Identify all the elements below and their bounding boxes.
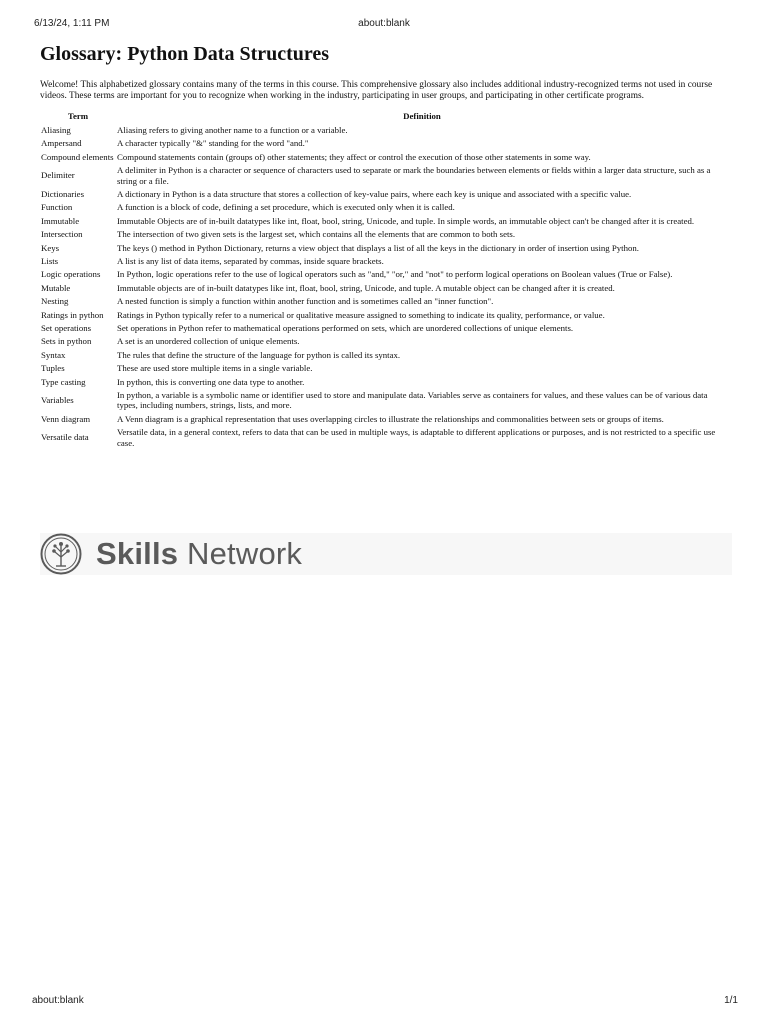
glossary-definition: In Python, logic operations refer to the use of logical operators such as "and," "or," and "not" to perform logical operations on Boolean values (True or False).	[117, 269, 673, 280]
glossary-term: Dictionaries	[41, 188, 84, 199]
glossary-definition: A set is an unordered collection of unique elements.	[117, 336, 300, 347]
glossary-term: Lists	[41, 255, 59, 266]
glossary-term: Immutable	[41, 215, 80, 226]
glossary-definition: A dictionary in Python is a data structure that stores a collection of key-value pairs, where each key is unique and associated with a specific value.	[117, 188, 632, 199]
glossary-term: Versatile data	[41, 432, 89, 443]
glossary-row	[40, 137, 728, 150]
glossary-definition: Immutable Objects are of in-built datatypes like int, float, bool, string, Unicode, and tuple. In simple words, an immutable object can't be changed after it is created.	[117, 215, 695, 226]
print-footer-url: about:blank	[32, 995, 84, 1006]
glossary-header-row	[40, 108, 728, 123]
glossary-term: Logic operations	[41, 269, 101, 280]
glossary-definition: Versatile data, in a general context, refers to data that can be used in multiple ways, is adaptable to different applications or purposes, and is not restricted to a specific use case.	[117, 427, 716, 448]
glossary-definition: In python, this is converting one data type to another.	[117, 376, 305, 387]
glossary-definition: These are used store multiple items in a single variable.	[117, 363, 313, 374]
glossary-term: Aliasing	[41, 124, 71, 135]
glossary-definition: A Venn diagram is a graphical representation that uses overlapping circles to illustrate the relationships and commonalities between sets or groups of items.	[117, 413, 664, 424]
glossary-term: Venn diagram	[41, 413, 91, 424]
term-column-header: Term	[67, 111, 89, 122]
glossary-definition: Set operations in Python refer to mathematical operations performed on sets, which are unordered collections of unique elements.	[117, 323, 574, 333]
glossary-row	[40, 426, 728, 450]
glossary-term: Syntax	[41, 349, 66, 360]
glossary-row	[40, 322, 728, 335]
glossary-row	[40, 164, 728, 188]
glossary-term: Ampersand	[41, 138, 82, 149]
glossary-term: Keys	[41, 242, 60, 253]
glossary-row	[40, 228, 728, 241]
page-title: Glossary: Python Data Structures	[40, 43, 330, 65]
glossary-row	[40, 281, 728, 294]
glossary-definition: A list is any list of data items, separated by commas, inside square brackets.	[117, 255, 384, 266]
glossary-term: Sets in python	[41, 336, 92, 347]
print-header-url: about:blank	[358, 18, 410, 29]
glossary-term: Set operations	[41, 323, 92, 333]
glossary-term: Compound elements	[41, 151, 114, 162]
glossary-definition: The rules that define the structure of the language for python is called its syntax.	[117, 349, 401, 360]
glossary-term: Tuples	[41, 363, 65, 374]
glossary-row	[40, 123, 728, 136]
glossary-term: Mutable	[41, 282, 71, 293]
glossary-definition: Compound statements contain (groups of) other statements; they affect or control the execution of those other statements in some way.	[117, 151, 591, 162]
glossary-definition: In python, a variable is a symbolic name or identifier used to store and manipulate data. Variables serve as containers for values, and these values can be of various data types, including numbers, strings, lists, and more.	[117, 390, 708, 411]
glossary-row	[40, 150, 728, 163]
glossary-term: Ratings in python	[41, 309, 104, 320]
glossary-row	[40, 308, 728, 321]
glossary-row	[40, 335, 728, 348]
logo-word-network: Network	[178, 536, 303, 571]
glossary-row	[40, 254, 728, 267]
glossary-definition: A function is a block of code, defining a set procedure, which is executed only when it is called.	[117, 202, 455, 213]
definition-column-header: Definition	[403, 111, 441, 122]
print-footer	[0, 995, 768, 1009]
skills-network-logo-icon	[40, 533, 82, 575]
glossary-row	[40, 295, 728, 308]
logo-word-skills: Skills	[96, 536, 179, 571]
glossary-definition: A nested function is simply a function within another function and is sometimes called an "inner function".	[117, 296, 494, 307]
print-datetime: 6/13/24, 1:11 PM	[34, 18, 110, 29]
skills-network-wordmark	[96, 533, 302, 575]
glossary-definition: The intersection of two given sets is the largest set, which contains all the elements that are common to both sets.	[117, 229, 516, 240]
glossary-term: Type casting	[41, 376, 86, 387]
glossary-row	[40, 187, 728, 200]
glossary-term: Function	[41, 202, 73, 213]
page-number: 1/1	[724, 995, 738, 1006]
glossary-definition: A character typically "&" standing for the word "and."	[117, 138, 309, 149]
glossary-definition: A delimiter in Python is a character or sequence of characters used to separate or mark the boundaries between elements or fields within a larger data structure, such as a string or a file.	[117, 165, 711, 186]
glossary-term: Nesting	[41, 296, 69, 307]
glossary-row	[40, 241, 728, 254]
glossary-row	[40, 375, 728, 388]
print-header	[0, 18, 768, 32]
skills-network-logo	[40, 533, 732, 575]
glossary-row	[40, 389, 728, 413]
glossary-definition: Immutable objects are of in-built datatypes like int, float, bool, string, Unicode, and tuple. A mutable object can be changed after it is created.	[117, 282, 615, 293]
intro-paragraph: Welcome! This alphabetized glossary contains many of the terms in this course. This comprehensive glossary also includes additional industry-recognized terms not used in course videos. These terms are important for you to recognize when working in the industry, participating in user groups, and participating in other certificate programs.	[40, 80, 713, 102]
glossary-term: Delimiter	[41, 170, 75, 181]
glossary-row	[40, 362, 728, 375]
glossary-term: Intersection	[41, 229, 83, 240]
document-content	[40, 42, 728, 450]
glossary-row	[40, 214, 728, 227]
glossary-row	[40, 412, 728, 425]
glossary-term: Variables	[41, 395, 74, 406]
glossary-definition: Ratings in Python typically refer to a numerical or qualitative measure assigned to something to indicate its quality, performance, or value.	[117, 309, 605, 320]
glossary-row	[40, 268, 728, 281]
glossary-table	[40, 108, 728, 449]
glossary-definition: Aliasing refers to giving another name to a function or a variable.	[117, 124, 348, 135]
glossary-row	[40, 201, 728, 214]
glossary-row	[40, 348, 728, 361]
glossary-definition: The keys () method in Python Dictionary, returns a view object that displays a list of all the keys in the dictionary in order of insertion using Python.	[117, 242, 640, 253]
